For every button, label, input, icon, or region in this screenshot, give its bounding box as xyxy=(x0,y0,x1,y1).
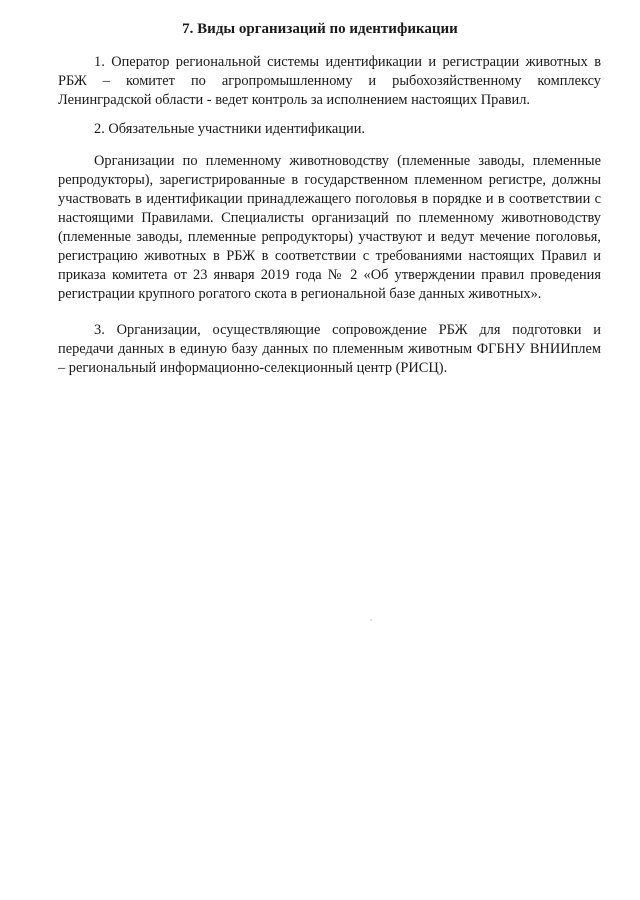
scan-speck xyxy=(370,619,372,621)
section-title: 7. Виды организаций по идентификации xyxy=(182,21,458,37)
paragraph-breeding-organizations: Организации по племенному животноводству (племенные заводы, племенные репродукторы), зарегистрированные в государственном племенном регистре, должны участвовать в идентификации принадлежащего поголовья в порядке и в соответствии с настоящими Правилами. Специалисты организаций по племенному животноводству (племенные заводы, племенные репродукторы) участвуют и ведут мечение поголовья, регистрацию животных в РБЖ в соответствии с требованиями настоящих Правил и приказа комитета от 23 января 2019 года № 2 «Об утверждении правил проведения регистрации крупного рогатого скота в региональной базе данных животных». xyxy=(58,153,601,302)
paragraph-support-organizations: 3. Организации, осуществляющие сопровождение РБЖ для подготовки и передачи данных в единую базу данных по племенным животным ФГБНУ ВНИИплем – региональный информационно-селекционный центр (РИСЦ). xyxy=(58,322,601,376)
paragraph-operator: 1. Оператор региональной системы идентификации и регистрации животных в РБЖ – комитет по агропромышленному и рыбохозяйственному комплексу Ленинградской области - ведет контроль за исполнением настоящих Правил. xyxy=(58,54,601,108)
paragraph-mandatory-participants: 2. Обязательные участники идентификации. xyxy=(94,121,366,137)
